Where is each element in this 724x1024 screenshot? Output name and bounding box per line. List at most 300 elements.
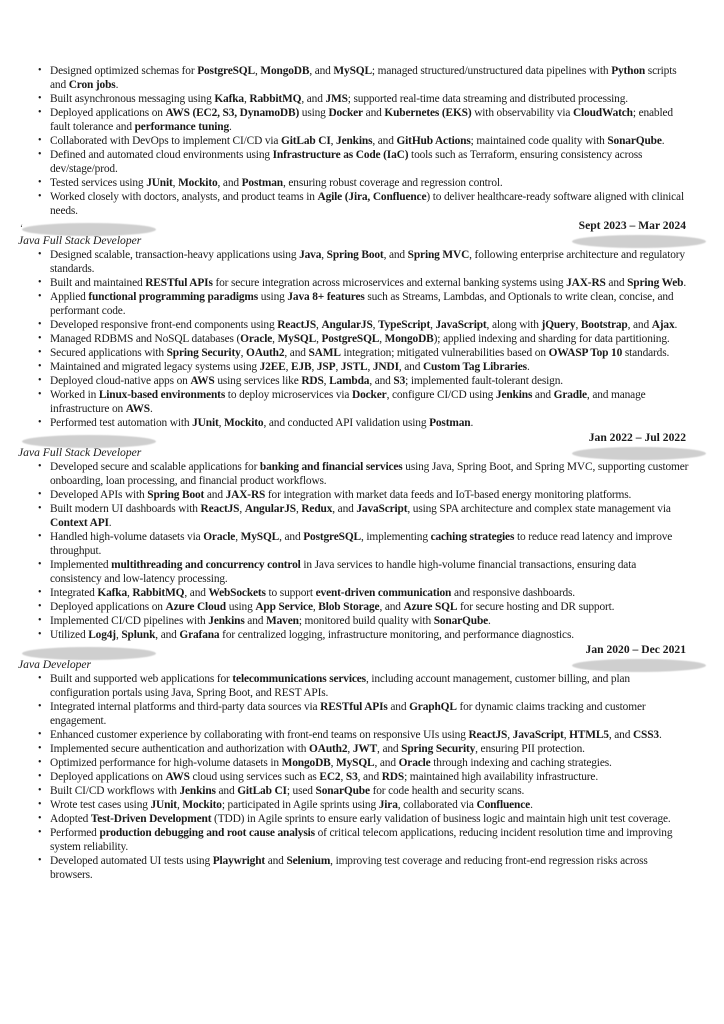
job-title: Java Full Stack Developer bbox=[18, 446, 142, 459]
bullet-text: , bbox=[340, 771, 346, 783]
bullet-text: , configure CI/CD using bbox=[386, 389, 496, 401]
bullet-keyword: EC2 bbox=[319, 771, 341, 783]
bullet-keyword: Playwright bbox=[212, 855, 266, 867]
bullet-keyword: Jenkins bbox=[495, 389, 533, 401]
bullet-text: , and bbox=[332, 503, 357, 515]
bullet-text: , bbox=[239, 503, 245, 515]
bullet-text: , along with bbox=[486, 319, 542, 331]
resume-page bbox=[0, 64, 724, 882]
bullet-text: , bbox=[575, 319, 581, 331]
bullet-text: , and bbox=[309, 65, 334, 77]
bullet-keyword: RabbitMQ bbox=[132, 587, 185, 599]
bullet-item bbox=[50, 460, 690, 488]
bullet-keyword: multithreading and concurrency control bbox=[111, 559, 301, 571]
bullet-keyword: RESTful APIs bbox=[145, 277, 213, 289]
bullet-keyword: Jenkins bbox=[179, 785, 216, 797]
bullet-text: , bbox=[379, 333, 385, 345]
bullet-keyword: AngularJS bbox=[321, 319, 373, 331]
bullet-text: , following enterprise architecture and regulatory standards. bbox=[50, 249, 685, 275]
bullet-item bbox=[50, 812, 690, 826]
bullet-text: Maintained and migrated legacy systems using bbox=[50, 361, 260, 373]
bullet-text: such as Streams, Lambdas, and Optionals to write clean, concise, and performant code. bbox=[50, 291, 674, 317]
bullet-keyword: event-driven communication bbox=[315, 587, 452, 599]
bullet-keyword: JAX-RS bbox=[225, 489, 266, 501]
bullet-text: , and bbox=[374, 757, 399, 769]
bullet-item bbox=[50, 106, 690, 134]
bullet-keyword: caching strategies bbox=[430, 531, 515, 543]
bullet-text: , bbox=[295, 503, 302, 515]
bullet-keyword: Test-Driven Development bbox=[90, 813, 212, 825]
bullet-keyword: performance tuning bbox=[134, 121, 230, 133]
bullet-keyword: Postman bbox=[429, 417, 471, 429]
bullet-text: Built asynchronous messaging using bbox=[50, 93, 215, 105]
bullet-keyword: Oracle bbox=[398, 757, 431, 769]
bullet-text: cloud using services such as bbox=[189, 771, 320, 783]
bullet-text: , bbox=[311, 361, 317, 373]
bullet-text: , and bbox=[627, 319, 652, 331]
bullet-item bbox=[50, 176, 690, 190]
bullet-text: , bbox=[218, 417, 225, 429]
bullet-keyword: Infrastructure as Code (IaC) bbox=[272, 149, 409, 161]
bullet-keyword: Blob Storage bbox=[318, 601, 380, 613]
bullet-text: ) to deliver healthcare-ready software aligned with clinical needs. bbox=[50, 191, 684, 217]
bullet-keyword: Mockito bbox=[224, 417, 264, 429]
bullet-keyword: Java 8+ features bbox=[287, 291, 365, 303]
bullet-item bbox=[50, 92, 690, 106]
bullet-text: , and bbox=[184, 587, 209, 599]
bullet-keyword: MongoDB bbox=[281, 757, 331, 769]
bullet-item bbox=[50, 672, 690, 700]
bullet-text: ); applied indexing and sharding for data partitioning. bbox=[433, 333, 670, 345]
bullet-text: , collaborated via bbox=[397, 799, 477, 811]
bullet-keyword: AWS (EC2, S3, DynamoDB) bbox=[165, 107, 300, 119]
bullet-text: and bbox=[265, 855, 287, 867]
bullet-text: Integrated internal platforms and third-party data sources via bbox=[50, 701, 321, 713]
bullet-item bbox=[50, 148, 690, 176]
bullet-text: . bbox=[530, 799, 533, 811]
bullet-keyword: Azure Cloud bbox=[165, 601, 226, 613]
bullet-keyword: PostgreSQL bbox=[197, 65, 255, 77]
bullet-item bbox=[50, 346, 690, 360]
bullet-keyword: Docker bbox=[328, 107, 363, 119]
bullet-item bbox=[50, 728, 690, 742]
bullet-keyword: PostgreSQL bbox=[321, 333, 380, 345]
bullet-text: Deployed applications on bbox=[50, 601, 166, 613]
bullet-text: , bbox=[367, 361, 373, 373]
bullet-list bbox=[0, 64, 690, 218]
bullet-item bbox=[50, 416, 690, 430]
bullet-text: , bbox=[272, 333, 278, 345]
bullet-text: , and bbox=[398, 361, 423, 373]
bullet-text: (TDD) in Agile sprints to ensure early validation of business logic and maintain high unit test coverage. bbox=[211, 813, 671, 825]
bullet-item bbox=[50, 374, 690, 388]
bullet-keyword: MySQL bbox=[336, 757, 375, 769]
bullet-text: , and bbox=[217, 177, 242, 189]
bullet-keyword: Spring MVC bbox=[407, 249, 470, 261]
bullet-text: . bbox=[658, 729, 662, 741]
bullet-keyword: JavaScript bbox=[435, 319, 487, 331]
bullet-text: ; implemented fault-tolerant design. bbox=[405, 375, 563, 387]
bullet-keyword: MySQL bbox=[277, 333, 317, 345]
bullet-item bbox=[50, 64, 690, 92]
bullet-keyword: MongoDB bbox=[260, 65, 310, 77]
bullet-text: for dynamic claims tracking and customer engagement. bbox=[50, 701, 646, 727]
bullet-keyword: Java bbox=[299, 249, 322, 261]
bullet-text: Handled high-volume datasets via bbox=[50, 531, 204, 543]
bullet-keyword: SonarQube bbox=[433, 615, 489, 627]
bullet-text: Developed automated UI tests using bbox=[50, 855, 213, 867]
bullet-keyword: CSS3 bbox=[632, 729, 659, 741]
bullet-text: , and conducted API validation using bbox=[263, 417, 430, 429]
bullet-text: Managed RDBMS and NoSQL databases ( bbox=[50, 333, 241, 345]
bullet-keyword: JUnit bbox=[192, 417, 219, 429]
bullet-keyword: AWS bbox=[165, 771, 190, 783]
bullet-keyword: functional programming paradigms bbox=[88, 291, 259, 303]
bullet-keyword: ReactJS bbox=[277, 319, 317, 331]
bullet-text: , bbox=[563, 729, 570, 741]
bullet-item bbox=[50, 854, 690, 882]
bullet-keyword: Bootstrap bbox=[580, 319, 628, 331]
bullet-text: and bbox=[532, 389, 554, 401]
bullet-keyword: MySQL bbox=[240, 531, 280, 543]
bullet-keyword: production debugging and root cause analysis bbox=[99, 827, 315, 839]
bullet-item bbox=[50, 770, 690, 784]
bullet-keyword: Context API bbox=[50, 517, 109, 529]
bullet-text: Performed test automation with bbox=[50, 417, 193, 429]
bullet-text: to reduce read latency and improve throughput. bbox=[50, 531, 673, 557]
bullet-keyword: banking and financial services bbox=[259, 461, 403, 473]
bullet-text: Utilized bbox=[50, 629, 89, 641]
bullet-text: . bbox=[661, 135, 665, 147]
bullet-text: Implemented CI/CD pipelines with bbox=[50, 615, 209, 627]
bullet-text: , bbox=[335, 361, 341, 373]
bullet-text: Deployed applications on bbox=[50, 107, 166, 119]
bullet-item bbox=[50, 248, 690, 276]
bullet-keyword: JMS bbox=[325, 93, 348, 105]
bullet-text: , bbox=[127, 587, 133, 599]
bullet-text: , and bbox=[369, 375, 394, 387]
bullet-text: Integrated bbox=[50, 587, 98, 599]
bullet-item bbox=[50, 826, 690, 854]
bullet-keyword: Spring Security bbox=[401, 743, 476, 755]
bullet-text: , including account management, customer billing, and plan configuration portals using Java, Spring Boot, and REST APIs. bbox=[50, 673, 630, 699]
bullet-text: Implemented bbox=[50, 559, 112, 571]
bullet-item bbox=[50, 276, 690, 290]
bullet-text: , and bbox=[155, 629, 180, 641]
bullet-text: , bbox=[330, 757, 336, 769]
bullet-item bbox=[50, 600, 690, 614]
bullet-text: . bbox=[108, 517, 112, 529]
bullet-text: Deployed cloud-native apps on bbox=[50, 375, 191, 387]
bullet-text: for centralized logging, infrastructure monitoring, and performance diagnostics. bbox=[219, 629, 574, 641]
bullet-text: for secure hosting and DR support. bbox=[457, 601, 615, 613]
bullet-text: . bbox=[526, 361, 530, 373]
bullet-text: Deployed applications on bbox=[50, 771, 166, 783]
bullet-text: Developed responsive front-end components using bbox=[50, 319, 278, 331]
bullet-keyword: RDS bbox=[381, 771, 405, 783]
bullet-text: , bbox=[316, 333, 322, 345]
bullet-text: Built and maintained bbox=[50, 277, 146, 289]
bullet-keyword: Gradle bbox=[553, 389, 587, 401]
bullet-text: to support bbox=[265, 587, 316, 599]
bullet-text: for integration with market data feeds and IoT-based energy monitoring platforms. bbox=[265, 489, 632, 501]
bullet-item bbox=[50, 628, 690, 642]
bullet-text: , bbox=[323, 375, 330, 387]
bullet-text: ; maintained code quality with bbox=[470, 135, 608, 147]
bullet-text: using bbox=[299, 107, 329, 119]
bullet-item bbox=[50, 318, 690, 332]
bullet-text: in Java services to handle high-volume financial transactions, ensuring data consistency and low-latency processing. bbox=[50, 559, 637, 585]
job-header bbox=[0, 430, 724, 460]
bullet-text: , improving test coverage and reducing front-end regression risks across browsers. bbox=[50, 855, 648, 881]
bullet-text: of critical telecom applications, reducing incident resolution time and improving system reliability. bbox=[50, 827, 673, 853]
bullet-text: , bbox=[372, 319, 379, 331]
bullet-list bbox=[0, 672, 690, 882]
bullet-text: . bbox=[488, 615, 491, 627]
bullet-keyword: Lambda bbox=[329, 375, 370, 387]
bullet-keyword: JAX-RS bbox=[566, 277, 606, 289]
bullet-text: ; supported real-time data streaming and distributed processing. bbox=[347, 93, 628, 105]
bullet-text: . bbox=[115, 79, 119, 91]
bullet-text: Built modern UI dashboards with bbox=[50, 503, 201, 515]
bullet-keyword: Log4j bbox=[88, 629, 116, 641]
bullet-text: and responsive dashboards. bbox=[451, 587, 575, 599]
bullet-text: , bbox=[507, 729, 513, 741]
bullet-keyword: JUnit bbox=[146, 177, 173, 189]
bullet-text: Optimized performance for high-volume datasets in bbox=[50, 757, 282, 769]
bullet-text: and bbox=[215, 785, 238, 797]
bullet-keyword: JNDI bbox=[372, 361, 399, 373]
bullet-keyword: OAuth2 bbox=[246, 347, 285, 359]
bullet-item bbox=[50, 290, 690, 318]
bullet-text: Tested services using bbox=[50, 177, 147, 189]
bullet-text: . bbox=[683, 277, 687, 289]
bullet-keyword: HTML5 bbox=[569, 729, 609, 741]
bullet-item bbox=[50, 134, 690, 148]
bullet-keyword: ReactJS bbox=[468, 729, 508, 741]
bullet-text: integration; mitigated vulnerabilities based on bbox=[340, 347, 549, 359]
bullet-keyword: SAML bbox=[308, 347, 341, 359]
bullet-keyword: telecommunications services bbox=[232, 673, 366, 685]
bullet-keyword: RDS bbox=[301, 375, 324, 387]
bullet-text: using bbox=[226, 601, 256, 613]
bullet-keyword: Docker bbox=[352, 389, 387, 401]
bullet-text: , and bbox=[279, 531, 304, 543]
bullet-keyword: Redux bbox=[301, 503, 333, 515]
bullet-item bbox=[50, 700, 690, 728]
bullet-keyword: EJB bbox=[291, 361, 312, 373]
bullet-text: standards. bbox=[622, 347, 670, 359]
bullet-keyword: JSTL bbox=[340, 361, 368, 373]
bullet-text: , bbox=[240, 347, 247, 359]
bullet-keyword: Postman bbox=[241, 177, 283, 189]
job-title: Java Full Stack Developer bbox=[18, 234, 142, 247]
bullet-text: , bbox=[316, 319, 322, 331]
bullet-item bbox=[50, 488, 690, 502]
bullet-text: Developed secure and scalable applications for bbox=[50, 461, 260, 473]
bullet-keyword: Spring Security bbox=[166, 347, 241, 359]
bullet-keyword: Jenkins bbox=[208, 615, 245, 627]
bullet-keyword: Mockito bbox=[182, 799, 222, 811]
bullet-list bbox=[0, 248, 690, 430]
bullet-text: Secured applications with bbox=[50, 347, 167, 359]
bullet-text: Built CI/CD workflows with bbox=[50, 785, 180, 797]
bullet-keyword: J2EE bbox=[259, 361, 286, 373]
bullet-text: using services like bbox=[214, 375, 302, 387]
bullet-keyword: jQuery bbox=[541, 319, 576, 331]
bullet-keyword: Kubernetes (EKS) bbox=[384, 107, 472, 119]
bullet-text: , bbox=[172, 177, 179, 189]
bullet-item bbox=[50, 360, 690, 374]
bullet-item bbox=[50, 388, 690, 416]
bullet-text: to deploy microservices via bbox=[225, 389, 353, 401]
bullet-text: with observability via bbox=[471, 107, 573, 119]
bullet-keyword: GitLab CI bbox=[237, 785, 287, 797]
bullet-keyword: AWS bbox=[125, 403, 150, 415]
bullet-text: , bbox=[176, 799, 183, 811]
bullet-text: for secure integration across microservices and external banking systems using bbox=[212, 277, 567, 289]
bullet-keyword: JavaScript bbox=[512, 729, 564, 741]
bullet-text: , and bbox=[284, 347, 309, 359]
bullet-text: , bbox=[115, 629, 122, 641]
bullet-text: Built and supported web applications for bbox=[50, 673, 233, 685]
bullet-keyword: Grafana bbox=[179, 629, 220, 641]
bullet-text: using bbox=[258, 291, 288, 303]
bullet-item bbox=[50, 742, 690, 756]
bullet-keyword: Splunk bbox=[121, 629, 156, 641]
bullet-keyword: MongoDB bbox=[384, 333, 434, 345]
bullet-keyword: OAuth2 bbox=[309, 743, 348, 755]
bullet-text: Performed bbox=[50, 827, 100, 839]
bullet-keyword: Oracle bbox=[203, 531, 236, 543]
bullet-text: using Java, Spring Boot, and Spring MVC, supporting customer onboarding, loan processing, and financial product workflows. bbox=[50, 461, 689, 487]
bullet-text: . bbox=[470, 417, 474, 429]
job-dates: Jan 2020 – Dec 2021 bbox=[585, 643, 686, 656]
bullet-text: , using SPA architecture and complex state management via bbox=[407, 503, 671, 515]
bullet-keyword: OWASP Top 10 bbox=[548, 347, 623, 359]
bullet-keyword: Spring Web bbox=[627, 277, 684, 289]
job-header bbox=[0, 218, 724, 248]
redacted-location bbox=[572, 659, 706, 672]
bullet-keyword: Spring Boot bbox=[326, 249, 384, 261]
bullet-keyword: Kafka bbox=[214, 93, 244, 105]
bullet-text: , implementing bbox=[361, 531, 431, 543]
bullet-text: Defined and automated cloud environments using bbox=[50, 149, 273, 161]
bullet-keyword: AWS bbox=[190, 375, 215, 387]
bullet-text: , bbox=[430, 319, 436, 331]
redacted-location bbox=[572, 447, 706, 460]
job-dates: Sept 2023 – Mar 2024 bbox=[578, 219, 686, 232]
bullet-item bbox=[50, 586, 690, 600]
bullet-keyword: RabbitMQ bbox=[249, 93, 302, 105]
bullet-text: Designed optimized schemas for bbox=[50, 65, 198, 77]
bullet-keyword: Jenkins bbox=[336, 135, 373, 147]
bullet-list bbox=[0, 460, 690, 642]
bullet-text: ; participated in Agile sprints using bbox=[221, 799, 379, 811]
bullet-keyword: TypeScript bbox=[378, 319, 431, 331]
bullet-text: Implemented secure authentication and authorization with bbox=[50, 743, 310, 755]
redacted-location bbox=[572, 235, 706, 248]
bullet-text: ; enabled fault tolerance and bbox=[50, 107, 673, 133]
bullet-keyword: WebSockets bbox=[208, 587, 266, 599]
bullet-keyword: Python bbox=[611, 65, 646, 77]
bullet-text: Enhanced customer experience by collaborating with front-end teams on responsive UIs using bbox=[50, 729, 469, 741]
bullet-keyword: JavaScript bbox=[356, 503, 408, 515]
bullet-text: tools such as Terraform, ensuring consistency across dev/stage/prod. bbox=[50, 149, 643, 175]
bullet-keyword: CloudWatch bbox=[572, 107, 633, 119]
bullet-keyword: App Service bbox=[255, 601, 313, 613]
bullet-keyword: Mockito bbox=[178, 177, 218, 189]
bullet-keyword: Agile (Jira, Confluence bbox=[317, 191, 427, 203]
bullet-keyword: Maven bbox=[266, 615, 299, 627]
bullet-keyword: Linux-based environments bbox=[98, 389, 226, 401]
bullet-text: , bbox=[312, 601, 319, 613]
bullet-text: , and manage infrastructure on bbox=[50, 389, 646, 415]
bullet-text: , ensuring robust coverage and regression control. bbox=[282, 177, 503, 189]
stray-mark: ‘ bbox=[20, 223, 23, 233]
bullet-item bbox=[50, 332, 690, 346]
bullet-keyword: JUnit bbox=[150, 799, 177, 811]
bullet-text: and bbox=[362, 107, 385, 119]
bullet-text: ; monitored build quality with bbox=[298, 615, 434, 627]
bullet-item bbox=[50, 798, 690, 812]
job-header bbox=[0, 642, 724, 672]
bullet-text: Designed scalable, transaction-heavy applications using bbox=[50, 249, 300, 261]
bullet-keyword: Jira bbox=[378, 799, 398, 811]
bullet-text: . bbox=[229, 121, 232, 133]
bullet-text: , bbox=[235, 531, 241, 543]
bullet-keyword: ReactJS bbox=[200, 503, 240, 515]
bullet-text: , bbox=[285, 361, 292, 373]
bullet-text: and bbox=[244, 615, 267, 627]
bullet-text: Developed APIs with bbox=[50, 489, 148, 501]
bullet-keyword: RESTful APIs bbox=[320, 701, 388, 713]
bullet-text: , and bbox=[377, 743, 402, 755]
bullet-keyword: Oracle bbox=[240, 333, 273, 345]
bullet-keyword: S3 bbox=[393, 375, 406, 387]
bullet-text: , bbox=[347, 743, 353, 755]
bullet-keyword: GitHub Actions bbox=[396, 135, 471, 147]
bullet-text: and bbox=[605, 277, 628, 289]
bullet-text: , bbox=[254, 65, 261, 77]
bullet-text: , ensuring PII protection. bbox=[475, 743, 585, 755]
bullet-keyword: AngularJS bbox=[244, 503, 296, 515]
bullet-text: . bbox=[150, 403, 153, 415]
bullet-text: for code health and security scans. bbox=[369, 785, 525, 797]
bullet-keyword: GitLab CI bbox=[281, 135, 331, 147]
bullet-keyword: SonarQube bbox=[315, 785, 370, 797]
bullet-keyword: JSP bbox=[316, 361, 336, 373]
bullet-item bbox=[50, 614, 690, 628]
bullet-keyword: S3 bbox=[345, 771, 358, 783]
bullet-item bbox=[50, 558, 690, 586]
bullet-keyword: Ajax bbox=[651, 319, 675, 331]
bullet-text: , and bbox=[379, 601, 404, 613]
bullet-text: , bbox=[330, 135, 337, 147]
bullet-text: , and bbox=[372, 135, 397, 147]
bullet-text: ; used bbox=[286, 785, 316, 797]
bullet-keyword: Azure SQL bbox=[403, 601, 458, 613]
bullet-text: Worked closely with doctors, analysts, and product teams in bbox=[50, 191, 318, 203]
bullet-keyword: SonarQube bbox=[607, 135, 662, 147]
bullet-text: , and bbox=[608, 729, 633, 741]
bullet-text: ; maintained high availability infrastructure. bbox=[404, 771, 599, 783]
bullet-text: Collaborated with DevOps to implement CI/CD via bbox=[50, 135, 282, 147]
bullet-item bbox=[50, 530, 690, 558]
bullet-item bbox=[50, 502, 690, 530]
bullet-text: Adopted bbox=[50, 813, 91, 825]
bullet-keyword: MySQL bbox=[333, 65, 372, 77]
